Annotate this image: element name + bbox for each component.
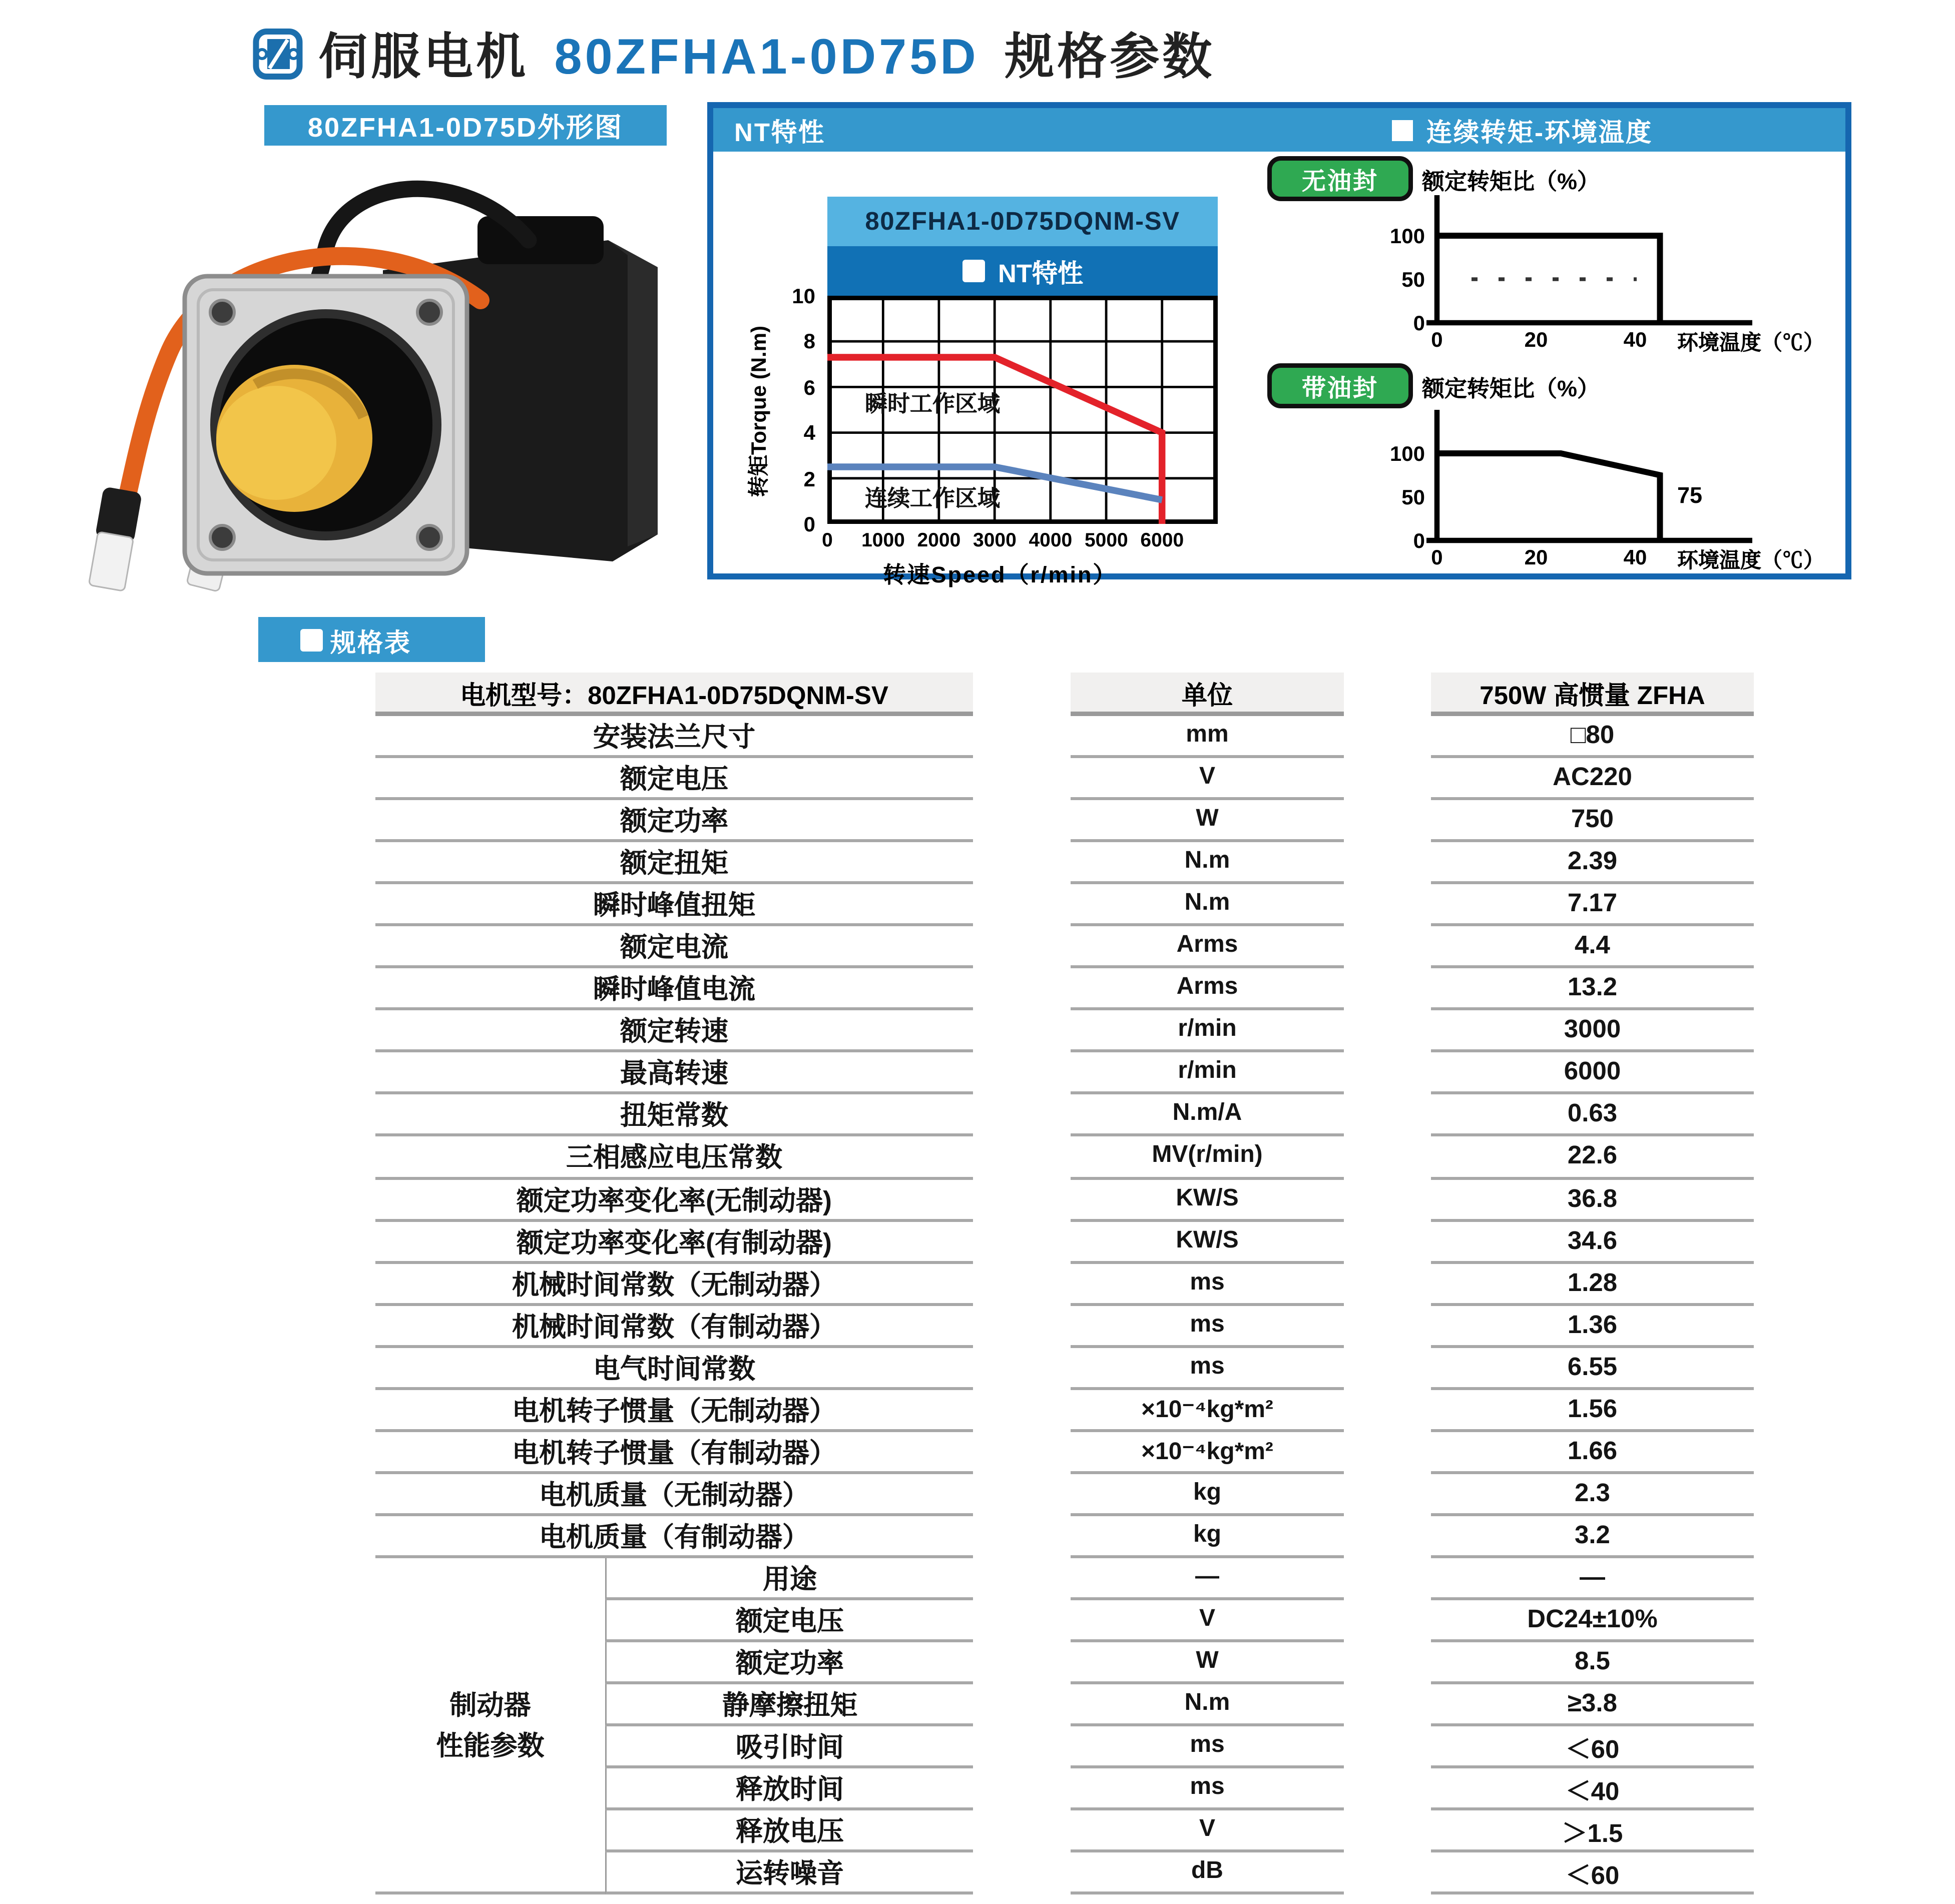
spec-name: 释放电压 — [605, 1811, 973, 1853]
column-gap — [1344, 1516, 1431, 1558]
column-gap — [1344, 885, 1431, 927]
column-gap — [1344, 1263, 1431, 1306]
screw-hole — [210, 300, 234, 324]
spec-name: 电气时间常数 — [375, 1348, 973, 1390]
spec-name: 额定转速 — [375, 1011, 973, 1053]
spec-unit: ×10⁻⁴kg*m² — [1071, 1390, 1344, 1432]
column-gap — [1344, 1853, 1431, 1895]
spec-name: 额定功率 — [605, 1642, 973, 1684]
tick-label: 10 — [792, 284, 815, 308]
spec-value: 2.39 — [1431, 842, 1754, 884]
panel-header-right: 连续转矩-环境温度 — [1392, 111, 1653, 149]
continuous-work-region-label: 连续工作区域 — [864, 486, 1000, 512]
table-row — [375, 1053, 1754, 1095]
column-gap — [973, 1684, 1071, 1726]
spec-unit: N.m — [1071, 842, 1344, 884]
table-row — [375, 800, 1754, 842]
spec-value: 6.55 — [1431, 1348, 1754, 1390]
series-line — [1437, 236, 1660, 323]
column-gap — [1344, 1306, 1431, 1348]
spec-value: 13.2 — [1431, 969, 1754, 1011]
spec-value: 34.6 — [1431, 1221, 1754, 1263]
spec-table-banner: 规格表 — [258, 617, 485, 662]
tick-label: 3000 — [973, 528, 1017, 551]
tick-label: 0 — [1431, 327, 1443, 351]
spec-value: 6000 — [1431, 1053, 1754, 1095]
ratio-label: 额定转矩比（%） — [1422, 170, 1600, 195]
spec-unit: MV(r/min) — [1071, 1137, 1344, 1179]
table-row — [375, 1263, 1754, 1306]
spec-value: 8.5 — [1431, 1642, 1754, 1684]
tick-label: 1000 — [861, 528, 905, 551]
ratio-label: 额定转矩比（%） — [1422, 377, 1600, 402]
spec-unit: ms — [1071, 1306, 1344, 1348]
spec-unit: V — [1071, 1600, 1344, 1642]
spec-value: 22.6 — [1431, 1137, 1754, 1179]
column-gap — [973, 1432, 1071, 1474]
spec-value: □80 — [1431, 716, 1754, 758]
white-square-icon — [962, 260, 985, 282]
column-gap — [1344, 927, 1431, 969]
with-seal-y-ticks — [1320, 441, 1425, 552]
table-row — [375, 1221, 1754, 1263]
no-oil-seal-chart — [1389, 191, 1854, 333]
spec-unit: r/min — [1071, 1011, 1344, 1053]
tick-label: 0 — [1431, 545, 1443, 569]
spec-name: 瞬时峰值电流 — [375, 969, 973, 1011]
motor-top-cap — [477, 216, 604, 264]
column-gap — [973, 842, 1071, 884]
nt-chart-title: 80ZFHA1-0D75DQNM-SV — [827, 197, 1218, 246]
spec-name: 机械时间常数（有制动器） — [375, 1306, 973, 1348]
panel-header-left: NT特性 — [734, 119, 826, 147]
column-gap — [973, 969, 1071, 1011]
spec-value: 3000 — [1431, 1011, 1754, 1053]
column-gap — [973, 927, 1071, 969]
column-gap — [1344, 758, 1431, 800]
table-row — [375, 1516, 1754, 1558]
table-row — [375, 716, 1754, 758]
column-gap — [973, 1642, 1071, 1684]
tick-label: 20 — [1524, 327, 1548, 351]
column-gap — [973, 1137, 1071, 1179]
column-gap — [1344, 1432, 1431, 1474]
servo-motor-icon — [252, 28, 303, 79]
column-gap — [1344, 1811, 1431, 1853]
header-unit: 单位 — [1071, 673, 1344, 716]
tick-label: 50 — [1401, 485, 1425, 509]
nt-chart-subtitle: NT特性 — [827, 246, 1218, 296]
column-gap — [973, 1053, 1071, 1095]
column-gap — [973, 1348, 1071, 1390]
white-square-icon — [1392, 120, 1413, 141]
spec-name: 最高转速 — [375, 1053, 973, 1095]
spec-value: — — [1431, 1558, 1754, 1600]
spec-value: ＜60 — [1431, 1853, 1754, 1895]
spec-name: 扭矩常数 — [375, 1095, 973, 1137]
no-oil-seal-badge: 无油封 — [1267, 156, 1413, 201]
no-seal-x-ticks — [1416, 327, 1656, 351]
spec-unit: r/min — [1071, 1053, 1344, 1095]
column-gap — [973, 1769, 1071, 1811]
spec-name: 额定功率变化率(无制动器) — [375, 1179, 973, 1221]
tick-label: 2 — [803, 466, 815, 490]
spec-value: 0.63 — [1431, 1095, 1754, 1137]
column-gap — [1344, 1179, 1431, 1221]
spec-value: 7.17 — [1431, 885, 1754, 927]
tick-label: 4000 — [1029, 528, 1073, 551]
spec-name: 额定电压 — [605, 1600, 973, 1642]
spec-name: 吸引时间 — [605, 1726, 973, 1768]
series-line — [1437, 453, 1660, 540]
brake-group-label: 制动器 性能参数 — [436, 1690, 545, 1761]
column-gap — [973, 1011, 1071, 1053]
spec-name: 电机质量（无制动器） — [375, 1474, 973, 1516]
spec-unit: N.m — [1071, 885, 1344, 927]
table-row — [375, 1179, 1754, 1221]
spec-value: 1.28 — [1431, 1263, 1754, 1306]
motor-photo — [30, 162, 698, 593]
spec-unit: ms — [1071, 1348, 1344, 1390]
tick-label: 0 — [803, 511, 815, 536]
column-gap — [1344, 1558, 1431, 1600]
column-gap — [973, 1853, 1071, 1895]
with-seal-x-ticks — [1416, 545, 1656, 569]
column-gap — [1344, 1474, 1431, 1516]
end-value-75-label: 75 — [1677, 483, 1703, 509]
tick-label: 4 — [803, 420, 815, 445]
spec-value: DC24±10% — [1431, 1600, 1754, 1642]
spec-unit: W — [1071, 800, 1344, 842]
column-gap — [973, 1179, 1071, 1221]
column-gap — [973, 1516, 1071, 1558]
spec-value: AC220 — [1431, 758, 1754, 800]
spec-value: 1.66 — [1431, 1432, 1754, 1474]
header-series: 750W 高惯量 ZFHA — [1431, 673, 1754, 716]
table-row — [375, 927, 1754, 969]
title-text: 伺服电机 80ZFHA1-0D75D 规格参数 — [318, 29, 1215, 84]
screw-hole — [417, 525, 441, 549]
column-gap — [1344, 1390, 1431, 1432]
table-row — [375, 1011, 1754, 1053]
column-gap — [973, 1600, 1071, 1642]
column-gap — [973, 1221, 1071, 1263]
tick-label: 40 — [1623, 327, 1647, 351]
spec-unit: ms — [1071, 1726, 1344, 1768]
spec-unit: Arms — [1071, 969, 1344, 1011]
spec-unit: W — [1071, 1642, 1344, 1684]
spec-unit: V — [1071, 1811, 1344, 1853]
spec-unit: ms — [1071, 1769, 1344, 1811]
spec-name: 静摩擦扭矩 — [605, 1684, 973, 1726]
spec-name: 释放时间 — [605, 1769, 973, 1811]
column-gap — [1344, 1600, 1431, 1642]
tick-label: 50 — [1401, 267, 1425, 291]
spec-name: 额定功率变化率(有制动器) — [375, 1221, 973, 1263]
spec-unit: ms — [1071, 1263, 1344, 1306]
spec-name: 运转噪音 — [605, 1853, 973, 1895]
tick-label: 100 — [1389, 441, 1425, 465]
spec-name: 瞬时峰值扭矩 — [375, 885, 973, 927]
column-gap — [1344, 1726, 1431, 1768]
no-seal-y-ticks — [1320, 224, 1425, 335]
tick-label: 8 — [803, 329, 815, 354]
spec-unit: KW/S — [1071, 1221, 1344, 1263]
table-row — [375, 885, 1754, 927]
header-model: 电机型号：80ZFHA1-0D75DQNM-SV — [375, 673, 973, 716]
table-row — [375, 1432, 1754, 1474]
spec-value: 3.2 — [1431, 1516, 1754, 1558]
table-row — [375, 1474, 1754, 1516]
tick-label: 40 — [1623, 545, 1647, 569]
spec-value: ≥3.8 — [1431, 1684, 1754, 1726]
spec-name: 三相感应电压常数 — [375, 1137, 973, 1179]
outline-drawing-banner: 80ZFHA1-0D75D外形图 — [264, 105, 667, 146]
spec-name: 额定电压 — [375, 758, 973, 800]
table-row — [375, 1137, 1754, 1179]
spec-unit: N.m/A — [1071, 1095, 1344, 1137]
screw-hole — [417, 300, 441, 324]
no-seal-x-label: 环境温度（℃） — [1677, 330, 1824, 354]
tick-label: 2000 — [917, 528, 961, 551]
spec-rows — [375, 716, 1754, 1558]
panel-header — [713, 108, 1845, 152]
column-gap — [973, 1390, 1071, 1432]
with-seal-x-label: 环境温度（℃） — [1677, 548, 1824, 572]
tick-label: 5000 — [1084, 528, 1128, 551]
column-gap — [1344, 969, 1431, 1011]
spec-unit: dB — [1071, 1853, 1344, 1895]
spec-unit: — — [1071, 1558, 1344, 1600]
spec-name: 额定扭矩 — [375, 842, 973, 884]
column-gap — [973, 1474, 1071, 1516]
table-row — [375, 1095, 1754, 1137]
spec-unit: ×10⁻⁴kg*m² — [1071, 1432, 1344, 1474]
spec-value: 2.3 — [1431, 1474, 1754, 1516]
table-row — [375, 758, 1754, 800]
spec-unit: mm — [1071, 716, 1344, 758]
spec-name: 用途 — [605, 1558, 973, 1600]
column-gap — [973, 1558, 1071, 1600]
column-gap — [1344, 1348, 1431, 1390]
column-gap — [973, 800, 1071, 842]
spec-value: 750 — [1431, 800, 1754, 842]
tick-label: 6000 — [1140, 528, 1184, 551]
column-gap — [973, 758, 1071, 800]
white-square-icon — [300, 628, 323, 651]
tick-label: 0 — [822, 528, 833, 551]
spec-name: 额定电流 — [375, 927, 973, 969]
spec-name: 安装法兰尺寸 — [375, 716, 973, 758]
column-gap — [1344, 1053, 1431, 1095]
spec-value: ＜40 — [1431, 1769, 1754, 1811]
spec-name: 机械时间常数（无制动器） — [375, 1263, 973, 1306]
column-gap — [973, 1726, 1071, 1768]
white-connector — [89, 532, 134, 591]
brake-section — [375, 1558, 1754, 1895]
spec-table-header — [375, 673, 1754, 716]
table-row — [375, 1348, 1754, 1390]
spec-value: 36.8 — [1431, 1179, 1754, 1221]
table-row — [375, 1306, 1754, 1348]
column-gap — [1344, 716, 1431, 758]
page-title — [252, 18, 1215, 89]
table-row — [375, 969, 1754, 1011]
spec-value: 1.36 — [1431, 1306, 1754, 1348]
column-gap — [973, 716, 1071, 758]
column-gap — [973, 1263, 1071, 1306]
column-gap — [973, 885, 1071, 927]
tick-label: 0 — [1413, 311, 1425, 335]
screw-hole — [210, 525, 234, 549]
column-gap — [1344, 1642, 1431, 1684]
tick-label: 20 — [1524, 545, 1548, 569]
column-gap — [1344, 1684, 1431, 1726]
with-oil-seal-badge: 带油封 — [1267, 363, 1413, 408]
column-gap — [1344, 1095, 1431, 1137]
instant-work-region-label: 瞬时工作区域 — [864, 392, 1000, 417]
column-gap — [1344, 1137, 1431, 1179]
tick-label: 6 — [803, 375, 815, 399]
column-gap — [973, 1811, 1071, 1853]
spec-unit: N.m — [1071, 1684, 1344, 1726]
spec-value: ＜60 — [1431, 1726, 1754, 1768]
spec-name: 电机转子惯量（无制动器） — [375, 1390, 973, 1432]
tick-label: 100 — [1389, 224, 1425, 248]
table-row — [375, 842, 1754, 884]
spec-table — [375, 673, 1754, 1895]
spec-unit: kg — [1071, 1516, 1344, 1558]
spec-unit: Arms — [1071, 927, 1344, 969]
column-gap — [1344, 842, 1431, 884]
spec-name: 电机质量（有制动器） — [375, 1516, 973, 1558]
tick-label: 0 — [1413, 528, 1425, 552]
column-gap — [973, 1095, 1071, 1137]
column-gap — [1344, 800, 1431, 842]
spec-name: 额定功率 — [375, 800, 973, 842]
table-row — [375, 1390, 1754, 1432]
spec-unit: kg — [1071, 1474, 1344, 1516]
spec-value: ＞1.5 — [1431, 1811, 1754, 1853]
with-oil-seal-chart — [1389, 401, 1854, 554]
spec-value: 1.56 — [1431, 1390, 1754, 1432]
column-gap — [1344, 1221, 1431, 1263]
spec-value: 4.4 — [1431, 927, 1754, 969]
column-gap — [1344, 1011, 1431, 1053]
nt-characteristic-panel — [707, 102, 1851, 588]
nt-x-axis-ticks — [800, 528, 1189, 551]
column-gap — [973, 1306, 1071, 1348]
spec-unit: KW/S — [1071, 1179, 1344, 1221]
nt-y-axis-label: 转矩Torque (N.m) — [746, 325, 770, 497]
column-gap — [1344, 1769, 1431, 1811]
nt-x-axis-label: 转速Speed（r/min） — [883, 563, 1117, 588]
spec-unit: V — [1071, 758, 1344, 800]
title-model-number: 80ZFHA1-0D75D — [554, 29, 979, 84]
spec-name: 电机转子惯量（有制动器） — [375, 1432, 973, 1474]
